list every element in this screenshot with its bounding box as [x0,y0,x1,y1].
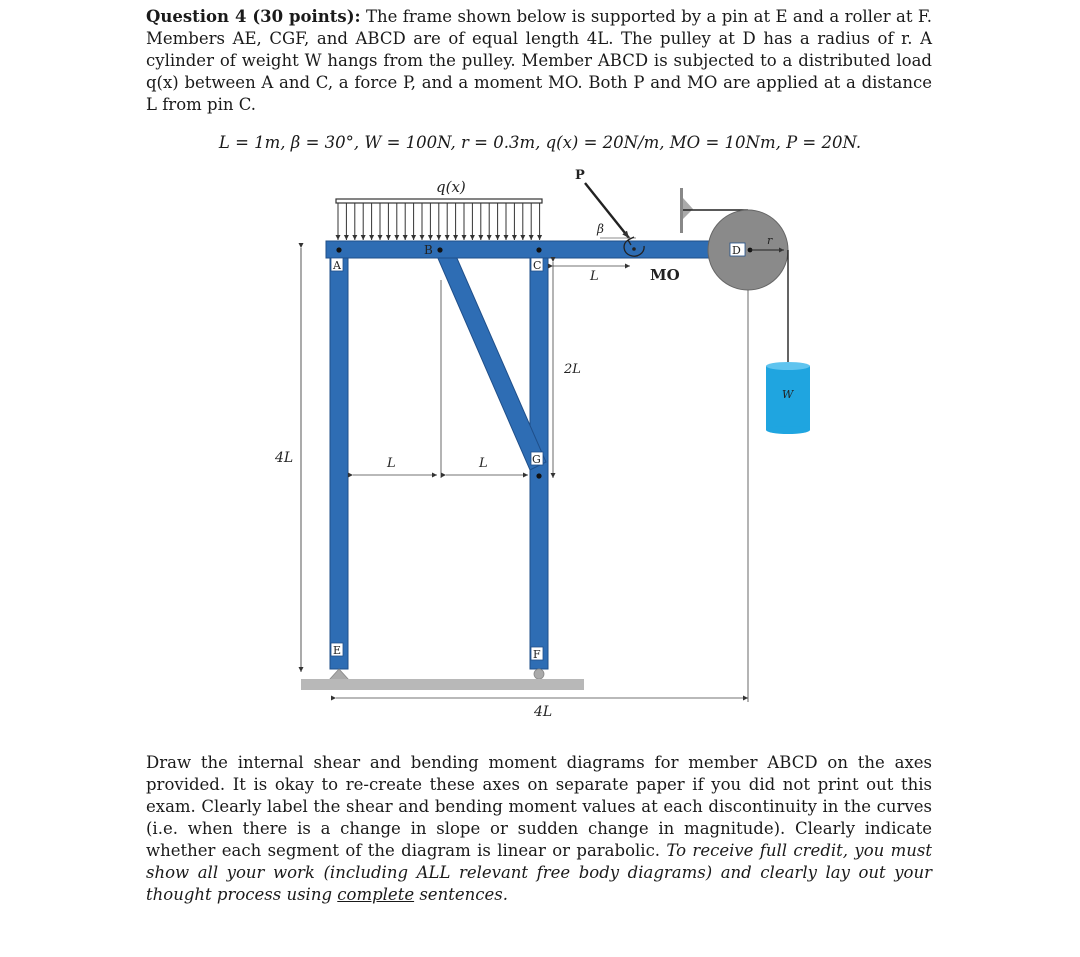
distributed-load [336,199,542,240]
dim-bottom-label: 4L [534,704,553,720]
cylinder-bottom [766,426,810,434]
force-P-label: P [575,168,585,183]
label-F: F [533,648,541,661]
label-G: G [532,453,541,466]
label-D: D [732,244,741,257]
label-C: C [533,259,542,272]
load-box [336,199,542,203]
pin-C [536,247,541,252]
radius-label: r [767,234,773,247]
load-arrows [338,203,540,240]
ground [301,679,584,690]
pin-support-E [329,669,349,680]
instructions-underlined: complete [337,885,415,904]
label-B: B [424,243,433,257]
pin-A [336,247,341,252]
moment-label: MO [650,266,680,284]
dim-two-L: 2L [564,362,581,377]
angle-label: β [597,222,604,236]
instructions-italic: To receive full credit, you must show all your work (including ALL relevant free body diagrams) and clearly lay out your thought process using [146,841,932,904]
dim-mid-L: L [479,456,488,471]
pulley-wall-bracket [683,198,693,219]
cylinder-top [766,362,810,370]
question-heading: Question 4 (30 points): [146,7,361,26]
roller-support-F [534,669,544,679]
question-body: The frame shown below is supported by a pin at E and a roller at F. Members AE, CGF, and ABCD are of equal length 4L. The pulley at D has a radius of r. A cylinder of weight W hangs from the pulley. Member ABCD is subjected to a distributed load q(x) between A and C, a force P, and a moment MO. Both P and MO are applied at a distance L from pin C. [146,7,932,114]
pulley-wall [680,188,683,233]
force-P-arrow [585,183,629,238]
pin-G [536,473,541,478]
label-E: E [333,644,342,657]
instructions-text [146,752,932,906]
pin-B [437,247,442,252]
instructions-italic-end: sentences. [419,885,508,904]
load-label: q(x) [436,178,466,196]
dim-top-L: L [590,269,599,284]
member-AE [330,244,348,669]
label-A: A [333,259,341,272]
given-parameters: L = 1m, β = 30°, W = 100N, r = 0.3m, q(x) = 20N/m, MO = 10Nm, P = 20N. [218,133,862,152]
instructions-plain: Draw the internal shear and bending moment diagrams for member ABCD on the axes provided. It is okay to re-create these axes on separate paper if you did not print out this exam. Clearly label the shear and bending moment values at each discontinuity in the curves (i.e. when there is a change in slope or sudden change in magnitude). Clearly indicate whether each segment of the diagram is linear or parabolic. [146,753,932,860]
dim-left-L: L [387,456,396,471]
weight-label: W [782,388,794,401]
dim-height-label: 4L [275,450,294,466]
